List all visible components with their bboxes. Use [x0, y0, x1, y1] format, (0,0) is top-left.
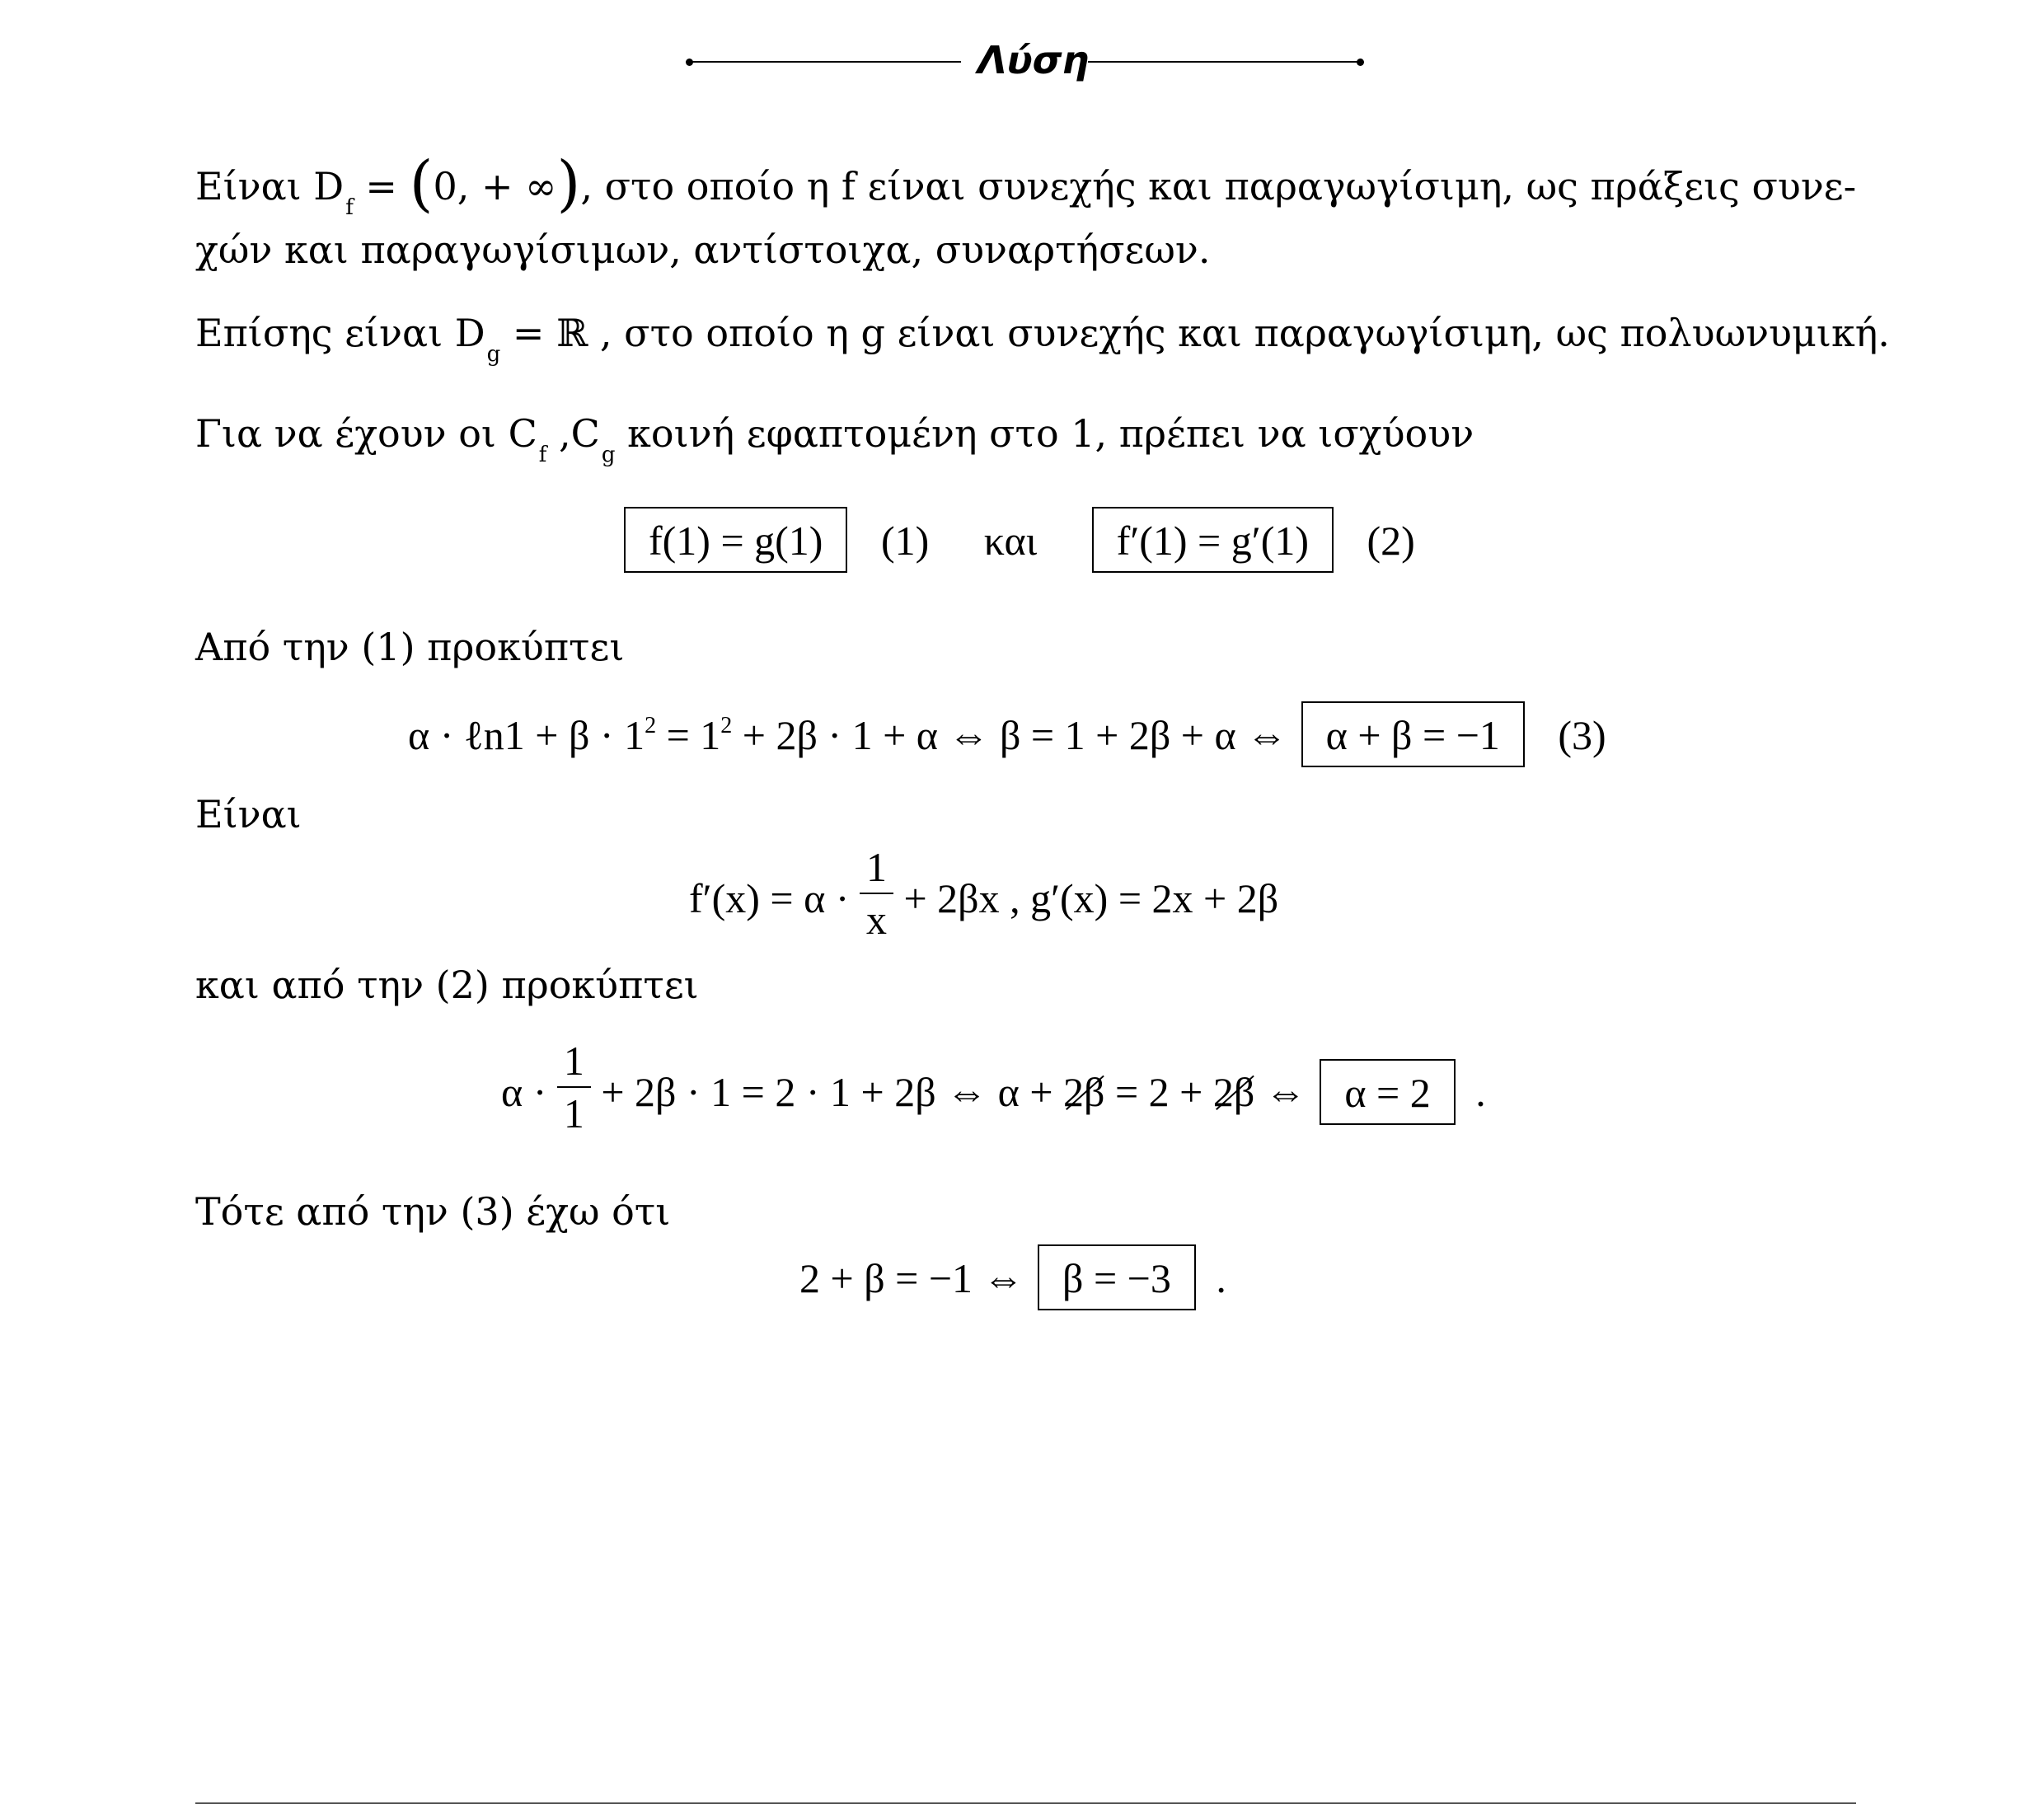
- subscript: f: [345, 195, 354, 220]
- eq-part: + 2βx , g′(x) = 2x + 2β: [903, 875, 1279, 921]
- denominator: 1: [563, 1090, 584, 1136]
- and-word: και: [983, 518, 1038, 564]
- eq-part: ⇔: [1254, 1069, 1306, 1115]
- tag-3: (3): [1558, 712, 1606, 758]
- conditions-row: [624, 507, 1415, 573]
- paragraph-tangent-condition: [195, 411, 1474, 467]
- fraction-1-over-x: [860, 844, 893, 943]
- subscript: f: [538, 443, 547, 467]
- header-right-rule: [1088, 61, 1360, 63]
- tag-1: (1): [880, 518, 930, 564]
- subscript: g: [486, 342, 501, 367]
- eq-part: α ·: [501, 1069, 547, 1115]
- superscript: 2: [720, 713, 733, 738]
- fraction-1-over-1: [557, 1040, 591, 1134]
- equation-beta: [799, 1244, 1226, 1310]
- header-left-rule: [689, 61, 961, 63]
- condition-box-1: f(1) = g(1): [624, 507, 847, 573]
- text: = ℝ , στο οποίο η g είναι συνεχής και παραγωγίσιμη, ως πολυωνυμική.: [500, 311, 1890, 355]
- eq-part: = 2 +: [1104, 1069, 1213, 1115]
- eq-part: f′(x) = α ·: [689, 875, 850, 921]
- text: , στο οποίο η f είναι συνεχής και παραγωγίσιμη, ως πράξεις συνε-: [580, 164, 1857, 209]
- subscript: g: [601, 443, 616, 467]
- paragraph-domain-g: [195, 311, 1890, 367]
- paren-open: (: [409, 148, 434, 219]
- numerator: 1: [563, 1038, 584, 1084]
- equation-alpha: [501, 1038, 1486, 1139]
- period: .: [1216, 1255, 1226, 1301]
- eq-part: = 1: [656, 712, 721, 758]
- section-title: Λύση: [977, 38, 1090, 82]
- paragraph-domain-f-line2: χών και παραγωγίσιμων, αντίστοιχα, συναρτήσεων.: [195, 227, 1211, 272]
- result-box-3: α + β = −1: [1301, 701, 1525, 767]
- eq-part: 2 + β = −1 ⇔: [799, 1255, 1024, 1301]
- interval: 0, + ∞: [433, 164, 557, 209]
- result-box-beta: β = −3: [1038, 1244, 1196, 1310]
- tag-2: (2): [1367, 518, 1415, 564]
- result-box-alpha: α = 2: [1320, 1059, 1455, 1125]
- text: κοινή εφαπτομένη στο 1, πρέπει να ισχύουν: [615, 411, 1474, 456]
- cancelled-term: 2β: [1212, 1069, 1255, 1115]
- bottom-rule: [195, 1802, 1856, 1804]
- paragraph-then: Τότε από την (3) έχω ότι: [195, 1189, 671, 1234]
- numerator: 1: [865, 844, 887, 890]
- text: Επίσης είναι D: [195, 311, 485, 355]
- condition-box-2: f′(1) = g′(1): [1092, 507, 1334, 573]
- cancelled-term: 2β: [1063, 1069, 1105, 1115]
- paragraph-is: Είναι: [195, 792, 302, 837]
- header-right-dot: [1357, 59, 1364, 66]
- eq-part: + 2β · 1 + α ⇔ β = 1 + 2β + α ⇔: [732, 712, 1288, 758]
- eq-part: + 2β · 1 = 2 · 1 + 2β ⇔ α +: [601, 1069, 1064, 1115]
- text: =: [353, 164, 410, 209]
- period: .: [1475, 1069, 1486, 1115]
- paragraph-from-1: Από την (1) προκύπτει: [195, 625, 625, 669]
- superscript: 2: [645, 713, 657, 738]
- eq-part: α · ℓn1 + β · 1: [408, 712, 645, 758]
- paren-close: ): [556, 148, 581, 219]
- equation-3: [408, 701, 1606, 767]
- paragraph-from-2: και από την (2) προκύπτει: [195, 963, 699, 1007]
- derivatives-equation: [689, 844, 1279, 945]
- paragraph-domain-f-line1: [195, 148, 1857, 220]
- text: Είναι D: [195, 164, 345, 209]
- text: ,C: [546, 411, 600, 456]
- denominator: x: [865, 897, 887, 943]
- text: Για να έχουν οι C: [195, 411, 537, 456]
